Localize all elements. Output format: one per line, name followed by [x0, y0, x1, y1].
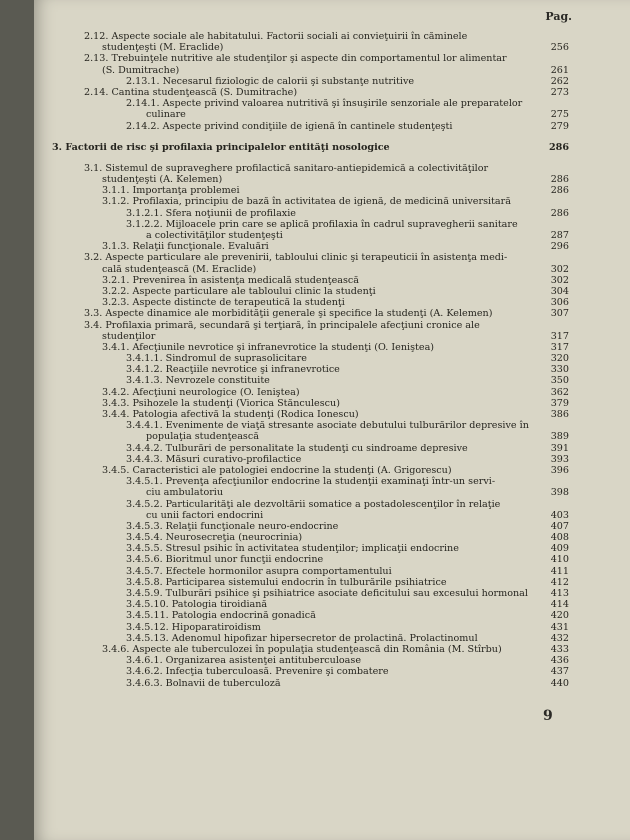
- toc-entry: [34, 532, 630, 543]
- toc-entry: [34, 610, 630, 621]
- toc-entry-page: 286: [548, 141, 569, 153]
- toc-entry-title: 3.4.6.1. Organizarea asistenţei antituberculoase: [126, 655, 362, 667]
- toc-entry-page: 411: [550, 565, 569, 577]
- toc-entry-page: 330: [550, 364, 569, 376]
- toc-entry: [34, 174, 630, 185]
- toc-entry: [34, 76, 630, 87]
- toc-entry-page: 350: [550, 375, 569, 387]
- toc-entry: [34, 431, 630, 442]
- toc-entry-page: 287: [550, 230, 569, 241]
- toc-entry-page: 420: [550, 610, 569, 622]
- toc-entry-page: 273: [550, 86, 569, 98]
- toc-entry: [34, 353, 630, 364]
- toc-entry: [34, 443, 630, 454]
- toc-entry: [34, 275, 630, 286]
- book-page: [34, 0, 630, 840]
- toc-entry-page: 302: [550, 274, 569, 286]
- toc-entry: [34, 252, 630, 263]
- toc-entry-page: 391: [550, 442, 569, 454]
- toc-entry-page: 279: [550, 120, 569, 132]
- toc-entry: [34, 666, 630, 677]
- toc-entry-title: a colectivităţilor studenţeşti: [146, 230, 283, 241]
- toc-entry-title: ciu ambulatoriu: [146, 487, 224, 499]
- toc-entry: [34, 65, 630, 76]
- toc-entry: [34, 543, 630, 554]
- toc-entry: [34, 476, 630, 487]
- toc-entry-page: 275: [550, 109, 569, 121]
- toc-entry-title: cu unii factori endocrini: [146, 509, 264, 521]
- toc-entry: [34, 499, 630, 510]
- toc-entry-page: 407: [550, 520, 569, 532]
- toc-entry-title: 3.1.2.2. Mijloacele prin care se aplică profilaxia în cadrul supravegherii sanitare: [126, 218, 518, 230]
- toc-entry-title: 2.14.2. Aspecte privind condiţiile de igienă în cantinele studenţeşti: [126, 120, 453, 132]
- toc-entry-title: 3.2.1. Prevenirea în asistenţa medicală studenţească: [102, 274, 360, 286]
- toc-entry: [34, 320, 630, 331]
- toc-entry: [34, 599, 630, 610]
- toc-entry: [34, 331, 630, 342]
- toc-entry-title: 3.4.3. Psihozele la studenţi (Viorica Stănculescu): [102, 397, 340, 409]
- toc-entry-page: 286: [550, 185, 569, 197]
- toc-entry-page: 296: [550, 241, 569, 253]
- toc-entry-title: 3.4.5.2. Particularităţi ale dezvoltării somatice a postadolescenţilor în relaţie: [126, 498, 501, 510]
- toc-entry-title: 3.4.5.9. Tulburări psihice şi psihiatrice asociate deficitului sau excesului hormonal: [126, 588, 528, 599]
- toc-entry-title: 3.4.1. Afecţiunile nevrotice şi infranevrotice la studenţi (O. Ieniştea): [102, 341, 435, 353]
- toc-entry-page: 286: [550, 174, 569, 186]
- toc-entry-title: 3.4.5.7. Efectele hormonilor asupra comportamentului: [126, 565, 392, 577]
- toc-entry: [34, 566, 630, 577]
- toc-entry-page: 393: [550, 453, 569, 465]
- toc-entry-title: 3.4.5.13. Adenomul hipofizar hipersecretor de prolactină. Prolactinomul: [126, 632, 478, 644]
- toc-entry-title: 3.4.5.4. Neurosecreţia (neurocrinia): [126, 532, 303, 544]
- toc-entry: [34, 230, 630, 241]
- toc-entry: [34, 163, 630, 174]
- toc-entry-title: 3.4.6.2. Infecţia tuberculoasă. Prevenire şi combatere: [126, 666, 389, 678]
- toc-entry: [34, 633, 630, 644]
- toc-entry-page: 437: [550, 666, 569, 678]
- toc-entry: [34, 121, 630, 132]
- toc-entry-title: 3.4.4.3. Măsuri curativo-profilactice: [126, 453, 302, 465]
- toc-entry-title: populaţia studenţească: [146, 431, 259, 443]
- toc-entry-page: 396: [550, 464, 569, 476]
- toc-entry-title: 3.4. Profilaxia primară, secundară şi terţiară, în principalele afecţiuni cronice ale: [84, 319, 480, 331]
- toc-entry: [34, 678, 630, 689]
- toc-entry: [34, 554, 630, 565]
- toc-entry-title: 3.3. Aspecte dinamice ale morbidităţii generale şi specifice la studenţi (A. Kelemen): [84, 308, 493, 320]
- toc-entry-page: 431: [550, 621, 569, 633]
- toc-entry-title: 2.13.1. Necesarul fiziologic de calorii şi substanţe nutritive: [126, 75, 415, 87]
- toc-entry-title: 3.2.3. Aspecte distincte de terapeutică la studenţi: [102, 297, 345, 309]
- toc-entry-title: 2.14.1. Aspecte privind valoarea nutritivă şi însuşirile senzoriale ale preparatelor: [126, 98, 523, 110]
- toc-entry: [34, 219, 630, 230]
- toc-entry: [34, 286, 630, 297]
- toc-entry: [34, 241, 630, 252]
- toc-entry-page: 286: [550, 207, 569, 219]
- toc-entry: [34, 655, 630, 666]
- toc-entry: [34, 308, 630, 319]
- table-of-contents: [34, 31, 630, 689]
- toc-entry-title: 3.2. Aspecte particulare ale prevenirii, tabloului clinic şi terapeuticii în asistenţa medi-: [84, 252, 508, 264]
- section-gap: [34, 153, 630, 163]
- toc-entry: [34, 577, 630, 588]
- page-column-header: Pag.: [545, 10, 572, 23]
- toc-entry-title: 2.12. Aspecte sociale ale habitatului. Factorii sociali ai convieţuirii în căminele: [84, 31, 468, 42]
- toc-entry: [34, 42, 630, 53]
- toc-entry-title: 3.4.5.11. Patologia endocrină gonadică: [126, 610, 316, 622]
- toc-entry: [34, 196, 630, 207]
- toc-entry-page: 414: [550, 599, 569, 611]
- toc-entry-title: studenţeşti (M. Eraclide): [102, 42, 224, 54]
- toc-entry: [34, 208, 630, 219]
- toc-entry-page: 261: [550, 64, 569, 76]
- toc-entry-page: 403: [550, 509, 569, 521]
- toc-entry-page: 410: [550, 554, 569, 566]
- toc-entry-title: culinare: [146, 109, 186, 121]
- toc-entry: [34, 521, 630, 532]
- toc-entry: [34, 264, 630, 275]
- section-gap: [34, 132, 630, 142]
- toc-entry: [34, 142, 630, 153]
- toc-entry-title: 3.1.2. Profilaxia, principiu de bază în activitatea de igienă, de medicină universitară: [102, 196, 511, 208]
- toc-entry-page: 408: [550, 532, 569, 544]
- toc-entry-title: 3.4.4.1. Evenimente de viaţă stresante asociate debutului tulburărilor depresive în: [126, 420, 529, 432]
- toc-entry-title: 3.4.5.6. Bioritmul unor funcţii endocrine: [126, 554, 324, 566]
- toc-entry: [34, 487, 630, 498]
- toc-entry: [34, 342, 630, 353]
- toc-entry-title: 3.4.5.1. Prevenţa afecţiunilor endocrine la studenţii examinaţi într-un servi-: [126, 476, 496, 488]
- toc-entry-page: 306: [550, 297, 569, 309]
- toc-entry: [34, 454, 630, 465]
- toc-entry-title: 3.1.3. Relaţii funcţionale. Evaluări: [102, 241, 269, 253]
- toc-entry-title: 3.4.6.3. Bolnavii de tuberculoză: [126, 677, 281, 689]
- toc-entry-page: 389: [550, 431, 569, 443]
- toc-entry-page: 412: [550, 576, 569, 588]
- toc-entry-page: 362: [550, 386, 569, 398]
- toc-entry-page: 433: [550, 643, 569, 655]
- toc-entry: [34, 622, 630, 633]
- toc-entry: [34, 510, 630, 521]
- toc-entry-page: 320: [550, 353, 569, 365]
- toc-entry: [34, 588, 630, 599]
- toc-entry: [34, 409, 630, 420]
- toc-entry: [34, 31, 630, 42]
- toc-entry-title: 3. Factorii de risc şi profilaxia principalelor entităţi nosologice: [52, 141, 390, 153]
- toc-entry-page: 302: [550, 263, 569, 275]
- toc-entry: [34, 398, 630, 409]
- toc-entry-page: 317: [550, 341, 569, 353]
- toc-entry-page: 409: [550, 543, 569, 555]
- toc-entry-title: 3.4.1.3. Nevrozele constituite: [126, 375, 270, 387]
- toc-entry: [34, 387, 630, 398]
- toc-entry-title: 3.4.5.10. Patologia tiroidiană: [126, 599, 268, 611]
- toc-entry-title: 3.4.5.12. Hipoparatiroidism: [126, 621, 261, 633]
- toc-entry: [34, 297, 630, 308]
- toc-entry-title: 3.1. Sistemul de supraveghere profilactică sanitaro-antiepidemică a colectivităţilor: [84, 162, 489, 174]
- toc-entry-title: 3.2.2. Aspecte particulare ale tabloului clinic la studenţi: [102, 285, 376, 297]
- toc-entry-title: 3.4.6. Aspecte ale tuberculozei în populaţia studenţească din România (M. Stîrbu): [102, 643, 502, 655]
- toc-entry-title: 2.13. Trebuinţele nutritive ale studenţilor şi aspecte din comportamentul lor alimentar: [84, 53, 507, 65]
- toc-entry: [34, 364, 630, 375]
- toc-entry-title: 3.4.1.1. Sindromul de suprasolicitare: [126, 353, 307, 365]
- toc-entry-title: cală studenţească (M. Eraclide): [102, 263, 257, 275]
- toc-entry-page: 386: [550, 409, 569, 420]
- toc-entry-title: 2.14. Cantina studenţească (S. Dumitrache): [84, 86, 298, 98]
- toc-entry-title: 3.4.5. Caracteristici ale patologiei endocrine la studenţi (A. Grigorescu): [102, 464, 452, 476]
- toc-entry-title: 3.1.2.1. Sfera noţiunii de profilaxie: [126, 207, 296, 219]
- toc-entry-page: 436: [550, 655, 569, 667]
- toc-entry: [34, 420, 630, 431]
- toc-entry-title: 3.1.1. Importanţa problemei: [102, 185, 240, 197]
- toc-entry-page: 307: [550, 308, 569, 320]
- toc-entry-title: 3.4.5.3. Relaţii funcţionale neuro-endocrine: [126, 520, 339, 532]
- toc-entry-page: 440: [550, 677, 569, 689]
- toc-entry: [34, 644, 630, 655]
- toc-entry-page: 432: [550, 632, 569, 644]
- page-number: 9: [543, 708, 553, 724]
- toc-entry-page: 317: [550, 330, 569, 342]
- toc-entry-page: 256: [550, 42, 569, 54]
- toc-entry: [34, 53, 630, 64]
- toc-entry-title: 3.4.5.5. Stresul psihic în activitatea studenţilor; implicaţii endocrine: [126, 543, 459, 555]
- toc-entry: [34, 109, 630, 120]
- toc-entry-title: studenţeşti (A. Kelemen): [102, 174, 223, 186]
- toc-entry-page: 262: [550, 75, 569, 87]
- toc-entry-title: 3.4.4. Patologia afectivă la studenţi (Rodica Ionescu): [102, 409, 359, 420]
- toc-entry-page: 304: [550, 285, 569, 297]
- toc-entry-title: 3.4.2. Afecţiuni neurologice (O. Ieniştea): [102, 386, 300, 398]
- toc-entry-page: 398: [550, 487, 569, 499]
- toc-entry: [34, 465, 630, 476]
- toc-entry: [34, 375, 630, 386]
- toc-entry-title: 3.4.5.8. Participarea sistemului endocrin în tulburările psihiatrice: [126, 576, 447, 588]
- toc-entry-title: studenţilor: [102, 330, 156, 342]
- toc-entry-page: 413: [550, 588, 569, 599]
- toc-entry: [34, 185, 630, 196]
- toc-entry: [34, 98, 630, 109]
- toc-entry: [34, 87, 630, 98]
- toc-entry-title: (S. Dumitrache): [102, 64, 180, 76]
- toc-entry-title: 3.4.1.2. Reacţiile nevrotice şi infranevrotice: [126, 364, 340, 376]
- toc-entry-title: 3.4.4.2. Tulburări de personalitate la studenţi cu sindroame depresive: [126, 442, 468, 454]
- toc-entry-page: 379: [550, 397, 569, 409]
